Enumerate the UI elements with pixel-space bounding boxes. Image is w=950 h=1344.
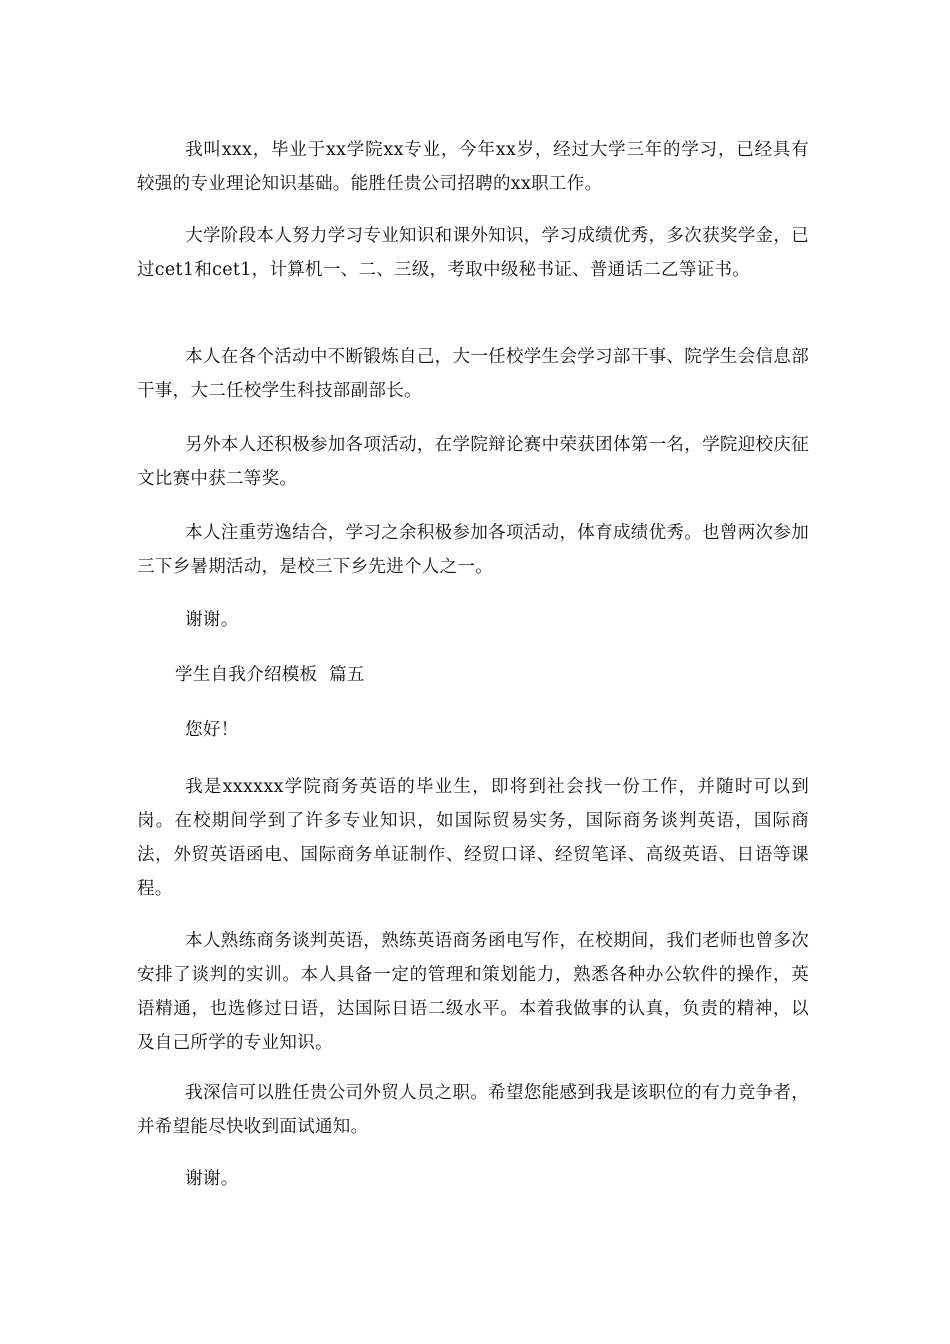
paragraph-studies: 大学阶段本人努力学习专业知识和课外知识，学习成绩优秀，多次获奖学金，已过cet1和cet1，计算机一、二、三级，考取中级秘书证、普通话二乙等证书。 (137, 226, 809, 280)
paragraph-confidence: 我深信可以胜任贵公司外贸人员之职。希望您能感到我是该职位的有力竞争者，并希望能尽快收到面试通知。 (137, 1083, 809, 1137)
paragraph-graduate-intro: 我是xxxxxx学院商务英语的毕业生，即将到社会找一份工作，并随时可以到岗。在校期间学到了许多专业知识，如国际贸易实务，国际商务谈判英语，国际商法，外贸英语函电、国际商务单证制作、经贸口译、经贸笔译、高级英语、日语等课程。 (137, 777, 809, 899)
section-heading: 学生自我介绍模板 篇五 (175, 665, 365, 685)
paragraph-intro: 我叫xxx，毕业于xx学院xx专业，今年xx岁，经过大学三年的学习，已经具有较强的专业理论知识基础。能胜任贵公司招聘的xx职工作。 (137, 140, 809, 194)
paragraph-thanks-1: 谢谢。 (185, 610, 239, 630)
paragraph-greeting: 您好！ (185, 720, 239, 740)
paragraph-skills: 本人熟练商务谈判英语，熟练英语商务函电写作，在校期间，我们老师也曾多次安排了谈判的实训。本人具备一定的管理和策划能力，熟悉各种办公软件的操作，英语精通，也选修过日语，达国际日语二级水平。本着我做事的认真，负责的精神，以及自己所学的专业知识。 (137, 931, 809, 1053)
paragraph-balance: 本人注重劳逸结合，学习之余积极参加各项活动，体育成绩优秀。也曾两次参加三下乡暑期活动，是校三下乡先进个人之一。 (137, 523, 809, 577)
paragraph-awards: 另外本人还积极参加各项活动，在学院辩论赛中荣获团体第一名，学院迎校庆征文比赛中获二等奖。 (137, 435, 809, 489)
paragraph-thanks-2: 谢谢。 (185, 1169, 239, 1189)
paragraph-activities: 本人在各个活动中不断锻炼自己，大一任校学生会学习部干事、院学生会信息部干事，大二任校学生科技部副部长。 (137, 347, 809, 401)
